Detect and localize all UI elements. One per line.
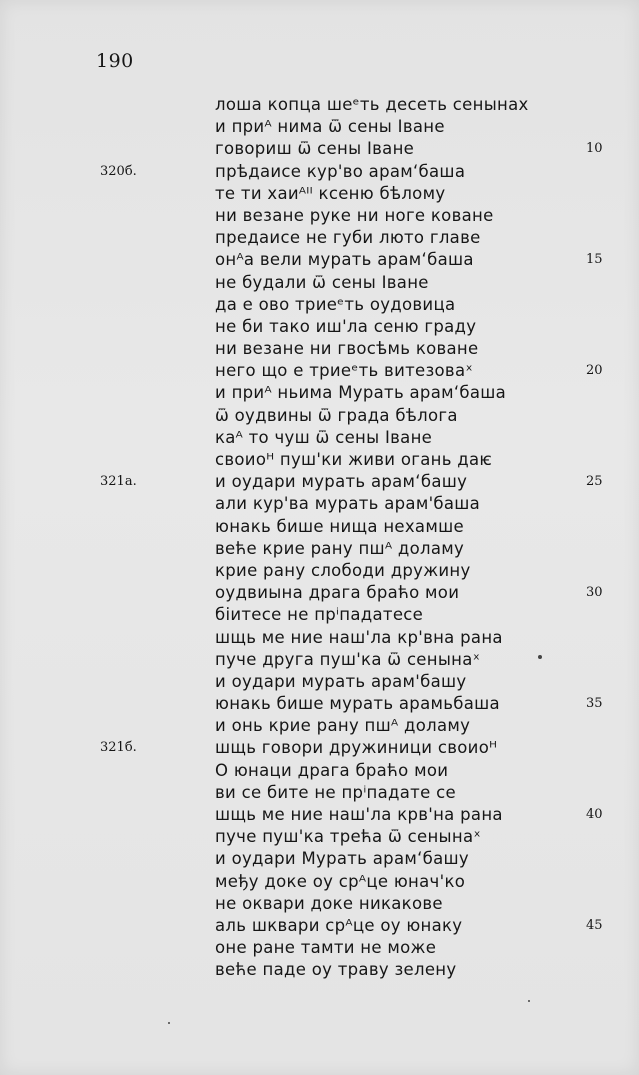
poem-line [0,627,639,649]
poem-line [0,848,639,870]
poem-line [0,405,639,427]
verse-text: предаисе не губи люто главе [215,228,481,248]
line-number: 15 [586,252,603,268]
verse-text: веће крие рану пшᴬ доламу [215,538,465,558]
poem-line [0,205,639,227]
poem-line [0,183,639,205]
poem-line [0,937,639,959]
verse-text: веће паде оу траву зелену [215,960,457,980]
verse-text: и приᴬ ньима Мурать арамʻбаша [215,383,507,403]
verse-text: и онь крие рану пшᴬ доламу [215,716,471,736]
verse-text: ни везане руке ни ноге коване [215,205,494,225]
line-number: 30 [586,585,603,601]
verse-text: и оудари Мурать арамʻбашу [215,849,469,869]
poem-line [0,161,639,183]
verse-text: шщь ме ние наш'ла крв'на рана [215,805,503,824]
poem-line [0,272,639,294]
verse-text: ѿ оудвины ѿ града бѣлога [215,405,458,425]
poem-line [0,316,639,338]
verse-text: пуче пуш'ка трећа ѿ сенынаˣ [215,827,481,847]
poem-line [0,804,639,826]
poem-line [0,249,639,271]
line-number: 35 [586,696,603,712]
verse-text: пуче друга пуш'ка ѿ сенынаˣ [215,649,481,669]
poem-line [0,915,639,937]
folio-marker: 320б. [100,163,137,179]
poem-line [0,294,639,316]
poem-line [0,871,639,893]
poem-line [0,138,639,160]
verse-text: оудвиына драга браћо мои [215,583,460,603]
verse-text: ни везане ни гвосѣмь коване [215,339,479,359]
ink-speck [528,1000,530,1002]
page-number: 190 [96,50,134,72]
verse-text: юнакь бише мурать арамьбаша [215,694,500,714]
verse-text: лоша копца шеᵉть десеть сенынах [215,95,529,114]
poem-line [0,582,639,604]
verse-text: своиоᴴ пуш'ки живи огань даѥ [215,450,493,469]
verse-text: оне ране тамти не може [215,938,437,958]
poem-line [0,715,639,737]
poem-line [0,760,639,782]
verse-text: не оквари доке никакове [215,893,443,913]
verse-text: говориш ѿ сены Іване [215,139,415,159]
poem-line [0,227,639,249]
poem-line [0,116,639,138]
verse-text: и оудари мурать арам'башу [215,671,467,691]
verse-text: аль шквари срᴬце оу юнаку [215,915,463,935]
poem-line [0,693,639,715]
verse-text: и оудари мурать арамʻбашу [215,472,468,492]
poem-line [0,427,639,449]
poem-line [0,782,639,804]
poem-line [0,94,639,116]
ink-speck [538,655,542,659]
poem-line [0,893,639,915]
verse-text: али кур'ва мурать арам'баша [215,494,481,514]
poem-line [0,538,639,560]
verse-text: прѣдаисе кур'во арамʻбаша [215,161,466,181]
poem-line [0,737,639,759]
poem-line [0,449,639,471]
line-number: 10 [586,141,603,157]
verse-text: каᴬ то чуш ѿ сены Іване [215,427,433,447]
poem-line [0,649,639,671]
line-number: 45 [586,917,603,933]
folio-marker: 321а. [100,474,137,490]
line-number: 20 [586,363,603,379]
verse-text: ви се бите не прⁱпадате се [215,782,456,802]
verse-text: крие рану слободи дружину [215,560,471,580]
poem-line [0,826,639,848]
ink-speck [168,1022,170,1024]
verse-text: не будали ѿ сены Іване [215,272,429,292]
verse-text: не би тако иш'ла сеню граду [215,316,477,336]
line-number: 40 [586,807,603,822]
poem-text-block [0,94,639,982]
verse-text: онᴬа вели мурать арамʻбаша [215,250,474,270]
poem-line [0,604,639,626]
folio-marker: 321б. [100,740,137,756]
poem-line [0,360,639,382]
poem-line [0,516,639,538]
poem-line [0,338,639,360]
poem-line [0,959,639,981]
verse-text: біитесе не прⁱпадатесе [215,605,424,625]
poem-line [0,671,639,693]
verse-text: О юнаци драга браћо мои [215,760,449,780]
verse-text: шщь говори дружиници своиоᴴ [215,738,498,758]
poem-line [0,560,639,582]
verse-text: да е ово триеᵉть оудовица [215,294,456,314]
verse-text: него що е триеᵉть витезоваˣ [215,361,473,381]
verse-text: те ти хаиᴬᴵᴵ ксеню бѣлому [215,183,446,203]
poem-line [0,493,639,515]
verse-text: шщь ме ние наш'ла кр'вна рана [215,627,503,647]
poem-line [0,382,639,404]
verse-text: юнакь бише нища нехамше [215,516,464,536]
verse-text: и приᴬ нима ѿ сены Іване [215,117,445,137]
poem-line [0,471,639,493]
verse-text: међу доке оу срᴬце юнач'ко [215,871,466,891]
line-number: 25 [586,474,603,490]
